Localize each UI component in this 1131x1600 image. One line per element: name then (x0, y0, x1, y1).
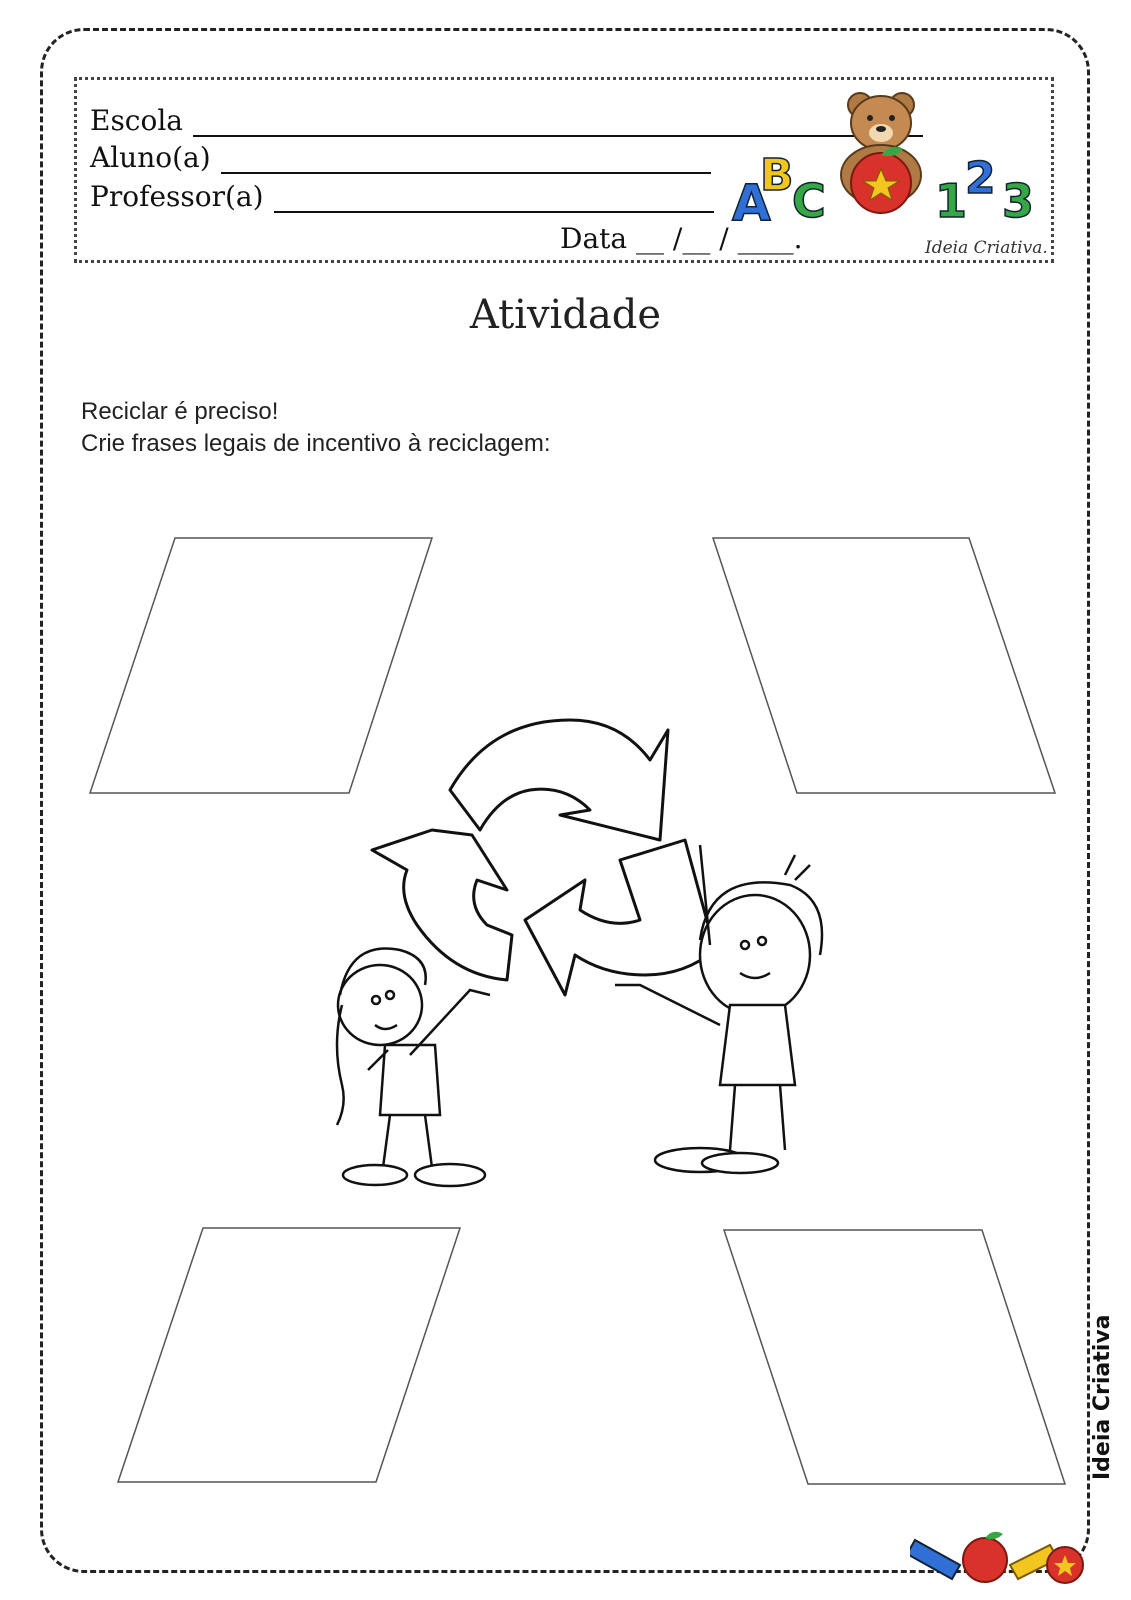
apple-icon (1047, 1547, 1083, 1583)
school-label: Escola (90, 104, 183, 137)
svg-text:C: C (792, 174, 826, 228)
student-label: Aluno(a) (90, 141, 211, 174)
apple-icon (963, 1532, 1007, 1582)
svg-text:2: 2 (965, 153, 996, 204)
teacher-label: Professor(a) (90, 180, 264, 213)
instruction-line-1: Reciclar é preciso! (81, 398, 279, 425)
date-blanks[interactable]: __ /__ / ____. (636, 222, 803, 255)
brand-signature: Ideia Criativa. (925, 238, 1048, 258)
vertical-brand: Ideia Criativa (1090, 1314, 1115, 1480)
writing-box-bottom-left[interactable] (118, 1228, 460, 1482)
svg-text:A: A (732, 174, 771, 232)
svg-text:3: 3 (1002, 174, 1035, 228)
date-label: Data (560, 222, 628, 255)
page-title: Atividade (469, 292, 662, 338)
footer-crayon-apples (910, 1520, 1090, 1590)
instruction-line-2: Crie frases legais de incentivo à reciclagem: (81, 430, 551, 457)
recycle-arrows-icon (372, 720, 715, 995)
svg-text:B: B (760, 150, 794, 201)
svg-text:1: 1 (935, 174, 968, 228)
crayon-icon (910, 1540, 960, 1579)
writing-box-bottom-right[interactable] (724, 1230, 1065, 1484)
recycling-kids-illustration (300, 705, 860, 1195)
girl-icon (337, 948, 490, 1186)
